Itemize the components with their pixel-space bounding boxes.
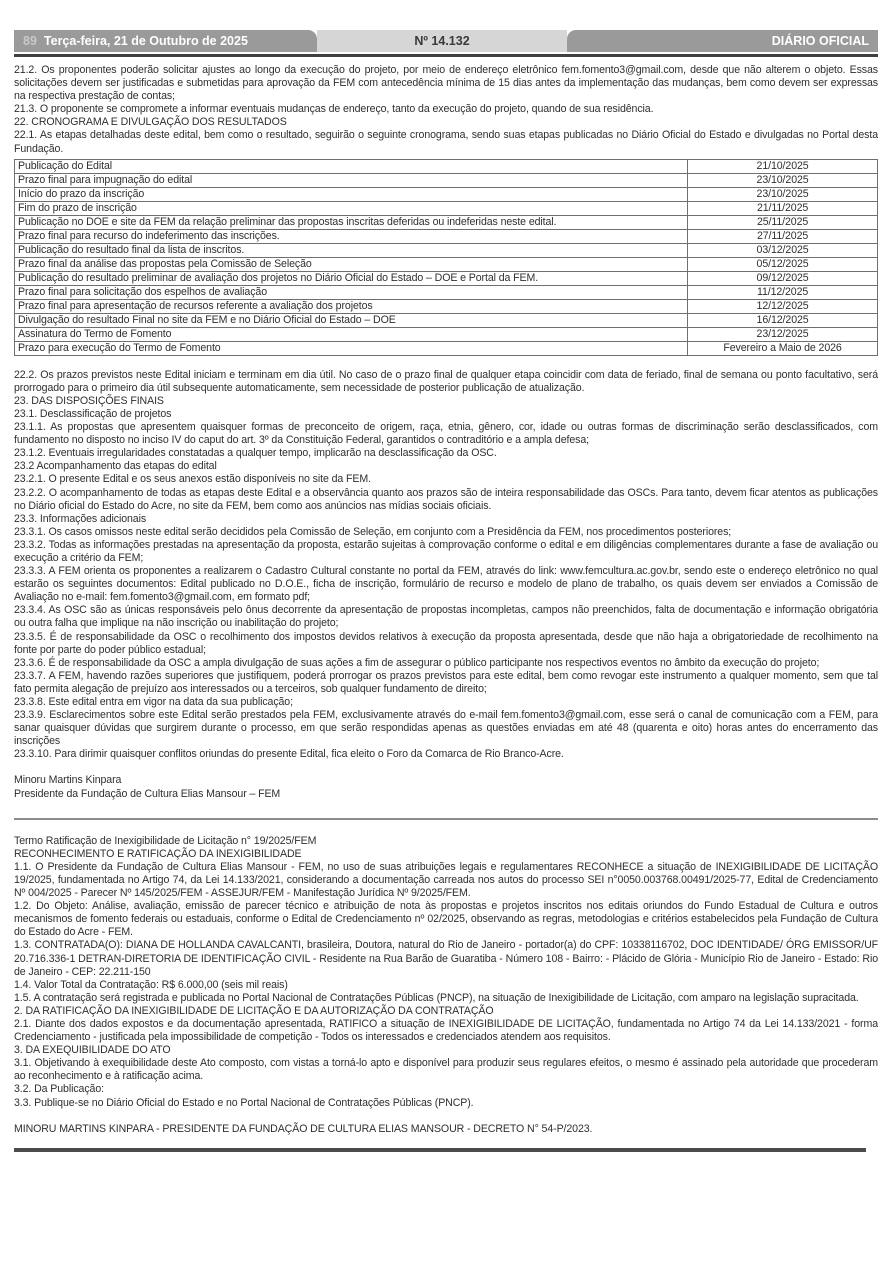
issue-date: Terça-feira, 21 de Outubro de 2025 [43,34,248,48]
signature-block [14,774,878,800]
paragraph: 23.3.4. As OSC são as únicas responsáveis pelo ônus decorrente da apresentação de propostas incompletas, campos não preenchidos, falta de documentação e informação obrigatória ou outra falha que implique na não inscrição ou inabilitação do projeto; [14,604,878,630]
table-row [15,271,878,285]
table-cell-date: 23/12/2025 [688,327,878,341]
header-masthead-segment [567,30,878,52]
page-number: 89 [23,34,37,48]
table-cell-date: 27/11/2025 [688,229,878,243]
page-header [14,0,878,57]
paragraph: 23.3.10. Para dirimir quaisquer conflitos oriundas do presente Edital, fica eleito o Foro da Comarca de Rio Branco-Acre. [14,748,564,761]
section-divider [14,818,878,820]
ratification-section [14,835,878,1136]
paragraph: 2. DA RATIFICAÇÃO DA INEXIGIBILIDADE DE LICITAÇÃO E DA AUTORIZAÇÃO DA CONTRATAÇÃO [14,1004,494,1017]
table-cell-date: 21/11/2025 [688,201,878,215]
table-row [15,327,878,341]
table-cell-date: 11/12/2025 [688,285,878,299]
table-cell-date: Fevereiro a Maio de 2026 [688,341,878,355]
table-cell-date: 16/12/2025 [688,313,878,327]
signature-name: Minoru Martins Kinpara [14,774,122,787]
edition-number: Nº 14.132 [414,34,470,48]
table-cell-stage: Prazo final para recurso do indeferimento das inscrições. [15,229,688,243]
table-cell-stage: Divulgação do resultado Final no site da FEM e no Diário Oficial do Estado – DOE [15,313,688,327]
table-cell-stage: Assinatura do Termo de Fomento [15,327,688,341]
table-cell-date: 23/10/2025 [688,187,878,201]
table-cell-date: 12/12/2025 [688,299,878,313]
table-row [15,187,878,201]
paragraph: 23.3.8. Este edital entra em vigor na data da sua publicação; [14,696,293,708]
paragraph: 1.2. Do Objeto: Análise, avaliação, emissão de parecer técnico e atribuição de nota às propostas e projetos inscritos nos editais oriundos do Fundo Estadual de Cultura e outros mecanismos de fomento federais ou estaduais, conforme o Edital de Credenciamento nº 02/2025, observando as regras, metodologias e critérios estabelecidos pela Fundação de Cultura do Estado do Acre - FEM. [14,900,878,939]
table-row [15,285,878,299]
header-bar [14,30,878,52]
paragraph: 21.2. Os proponentes poderão solicitar ajustes ao longo da execução do projeto, por meio de endereço eletrônico fem.fomento3@gmail.com, desde que não alterem o objeto. Essas solicitações devem ser justificadas e submetidas para aprovação da FEM com antecedência mínima de 15 dias antes da implementação das mudanças, bem como devem ser expressas na respectiva prestação de contas; [14,64,878,103]
header-edition-segment [317,30,567,52]
table-cell-stage: Publicação do resultado final da lista de inscritos. [15,243,688,257]
table-row [15,173,878,187]
paragraph: 23.3. Informações adicionais [14,512,147,525]
paragraph: 22.2. Os prazos previstos neste Edital iniciam e terminam em dia útil. No caso de o prazo final de qualquer etapa coincidir com data de feriado, final de semana ou ponto facultativo, será prorrogado para o primeiro dia útil subsequente automaticamente, sem necessidade de posterior publicação de atualização. [14,368,878,394]
table-cell-date: 23/10/2025 [688,173,878,187]
table-cell-date: 21/10/2025 [688,159,878,173]
edital-intro-paragraphs [14,64,878,156]
paragraph: 23.3.5. É de responsabilidade da OSC o recolhimento dos impostos devidos relativos à execução da proposta apresentada, desde que não haja a obrigatoriedade de recolhimento na fonte por parte do poder público estadual; [14,630,878,656]
paragraph: 1.1. O Presidente da Fundação de Cultura Elias Mansour - FEM, no uso de suas atribuições legais e regulamentares RECONHECE a situação de INEXIGIBILIDADE DE LICITAÇÃO 19/2025, fundamentada no Artigo 74, da Lei 14.133/2021, considerando a documentação carreada nos autos do processo SEI n°0050.003768.00491/2025-77, Edital de Credenciamento Nº 004/2025 - Parecer Nº 145/2025/FEM - ASSEJUR/FEM - Manifestação Jurídica Nº 9/2025/FEM. [14,860,878,900]
table-cell-stage: Prazo final para impugnação do edital [15,173,688,187]
paragraph: 23.3.7. A FEM, havendo razões superiores que justifiquem, poderá prorrogar os prazos previstos para este edital, bem como revogar este instrumento a qualquer momento, sem que tal fato permita alegação de prejuízo aos interessados ou a terceiros, sob qualquer fundamento de direito; [14,669,878,695]
table-cell-stage: Prazo final para solicitação dos espelhos de avaliação [15,285,688,299]
ratification-paragraphs [14,835,878,1110]
paragraph: 23.2.2. O acompanhamento de todas as etapas deste Edital e a observância quanto aos prazos são de inteira responsabilidade das OSCs. Para tanto, devem ficar atentos as publicações no Diário oficial do Estado do Acre, no site da FEM, bem como aos anúncios nas mídias sociais oficiais. [14,486,878,512]
table-row [15,201,878,215]
paragraph: 2.1. Diante dos dados expostos e da documentação apresentada, RATIFICO a situação de INEXIGIBILIDADE DE LICITAÇÃO, fundamentada no Artigo 74 da Lei 14.133/2021 - forma Credenciamento - justificada pela impossibilidade de competição - Todos os interessados e credenciados atendem aos requisitos. [14,1017,878,1044]
table-cell-stage: Publicação no DOE e site da FEM da relação preliminar das propostas inscritas deferidas ou indeferidas neste edital. [15,215,688,229]
ratification-final-line: MINORU MARTINS KINPARA - PRESIDENTE DA FUNDAÇÃO DE CULTURA ELIAS MANSOUR - DECRETO N° 54-P/2023. [14,1122,593,1135]
paragraph: 23.2 Acompanhamento das etapas do edital [14,460,217,473]
paragraph: 23. DAS DISPOSIÇÕES FINAIS [14,394,164,407]
paragraph: 1.3. CONTRATADA(O): DIANA DE HOLLANDA CAVALCANTI, brasileira, Doutora, natural do Rio de Janeiro - portador(a) do CPF: 10338116702, DOC IDENTIDADE/ ÓRG EMISSOR/UF 20.716.336-1 DETRAN-DIRETORIA DE IDENTIFICAÇÃO CIVIL - Residente na Rua Barão de Guaratiba - Número 108 - Bairro: - Plácido de Glória - Município Rio de Janeiro - Estado: Rio de Janeiro - CEP: 22.211-150 [14,939,878,978]
table-cell-date: 05/12/2025 [688,257,878,271]
masthead-title: DIÁRIO OFICIAL [771,34,869,48]
table-row [15,257,878,271]
table-cell-stage: Prazo final da análise das propostas pela Comissão de Seleção [15,257,688,271]
paragraph: 1.5. A contratação será registrada e publicada no Portal Nacional de Contratações Públicas (PNCP), na situação de Inexigibilidade de Licitação, com amparo na legislação supracitada. [14,991,859,1004]
table-cell-stage: Publicação do Edital [15,159,688,173]
table-row [15,159,878,173]
table-row [15,313,878,327]
paragraph: 23.3.1. Os casos omissos neste edital serão decididos pela Comissão de Seleção, em conjunto com a Presidência da FEM, nos procedimentos posteriores; [14,525,732,538]
paragraph: 3.1. Objetivando à exequibilidade deste Ato composto, com vistas a torná-lo apto e disponível para produzir seus regulares efeitos, o mesmo é assinado pela autoridade que procederam ao reconhecimento e à ratificação acima. [14,1057,878,1083]
paragraph: 23.2.1. O presente Edital e os seus anexos estão disponíveis no site da FEM. [14,473,371,486]
paragraph: 23.3.2. Todas as informações prestadas na apresentação da proposta, estarão sujeitas à comprovação conforme o edital e em diligências complementares durante a fase de avaliação ou execução a critério da FEM; [14,538,878,564]
schedule-table [14,159,878,356]
table-cell-stage: Publicação do resultado preliminar de avaliação dos projetos no Diário Oficial do Estado – DOE e Portal da FEM. [15,271,688,285]
header-date-segment [14,30,317,52]
table-row [15,299,878,313]
table-cell-date: 25/11/2025 [688,215,878,229]
paragraph: 3.2. Da Publicação: [14,1083,104,1096]
paragraph: 3. DA EXEQUIBILIDADE DO ATO [14,1044,171,1057]
paragraph: 23.1.1. As propostas que apresentem quaisquer formas de preconceito de origem, raça, etnia, gênero, cor, idade ou outras formas de discriminação serão desclassificados, com fundamento no disposto no inciso IV do caput do art. 3º da Constituição Federal, garantidos o contraditório e a ampla defesa; [14,421,878,447]
paragraph: 23.3.3. A FEM orienta os proponentes a realizarem o Cadastro Cultural constante no portal da FEM, através do link: www.femcultura.ac.gov.br, sendo este o endereço eletrônico no qual estarão os seguintes documentos: Edital publicado no D.O.E., ficha de inscrição, formulário de recurso e modelo de plano de trabalho, os quais devem ser enviados a Comissão de Avaliação no e-mail: fem.fomento3@gmail.com, em formato pdf; [14,565,878,604]
bottom-rule [14,1148,866,1152]
table-row [15,229,878,243]
paragraph: 23.3.6. É de responsabilidade da OSC a ampla divulgação de suas ações a fim de assegurar o público participante nos respectivos eventos no âmbito da execução do projeto; [14,656,820,669]
paragraph: 22. CRONOGRAMA E DIVULGAÇÃO DOS RESULTADOS [14,116,287,129]
edital-section [14,64,878,801]
table-cell-date: 09/12/2025 [688,271,878,285]
paragraph: 22.1. As etapas detalhadas deste edital, bem como o resultado, seguirão o seguinte cronograma, sendo suas etapas publicadas no Diário Oficial do Estado e divulgadas no Portal desta Fundação. [14,129,878,155]
paragraph: RECONHECIMENTO E RATIFICAÇÃO DA INEXIGIBILIDADE [14,847,302,860]
paragraph: Termo Ratificação de Inexigibilidade de Licitação n° 19/2025/FEM [14,834,317,847]
paragraph: 3.3. Publique-se no Diário Oficial do Estado e no Portal Nacional de Contratações Públicas (PNCP). [14,1096,474,1109]
paragraph: 23.1.2. Eventuais irregularidades constatadas a qualquer tempo, implicarão na desclassificação da OSC. [14,447,497,460]
paragraph: 21.3. O proponente se compromete a informar eventuais mudanças de endereço, tanto da execução do projeto, quando de sua residência. [14,103,654,116]
paragraph: 1.4. Valor Total da Contratação: R$ 6.000,00 (seis mil reais) [14,978,288,991]
edital-closing-paragraphs [14,369,878,762]
table-row [15,243,878,257]
paragraph: 23.1. Desclassificação de projetos [14,407,172,420]
signature-title: Presidente da Fundação de Cultura Elias Mansour – FEM [14,787,281,800]
table-cell-stage: Prazo final para apresentação de recursos referente a avaliação dos projetos [15,299,688,313]
table-cell-stage: Início do prazo da inscrição [15,187,688,201]
header-rule [14,54,878,57]
table-cell-date: 03/12/2025 [688,243,878,257]
table-row [15,215,878,229]
table-cell-stage: Fim do prazo de inscrição [15,201,688,215]
table-cell-stage: Prazo para execução do Termo de Fomento [15,341,688,355]
table-row [15,341,878,355]
paragraph: 23.3.9. Esclarecimentos sobre este Edital serão prestados pela FEM, exclusivamente através do e-mail fem.fomento3@gmail.com, esse será o canal de comunicação com a FEM, para sanar quaisquer dúvidas que surgirem durante o processo, em que serão respondidas apenas as questões enviadas em até 48 (quarenta e oito) horas antes do encerramento das inscrições [14,709,878,748]
schedule-table-body [15,159,878,355]
